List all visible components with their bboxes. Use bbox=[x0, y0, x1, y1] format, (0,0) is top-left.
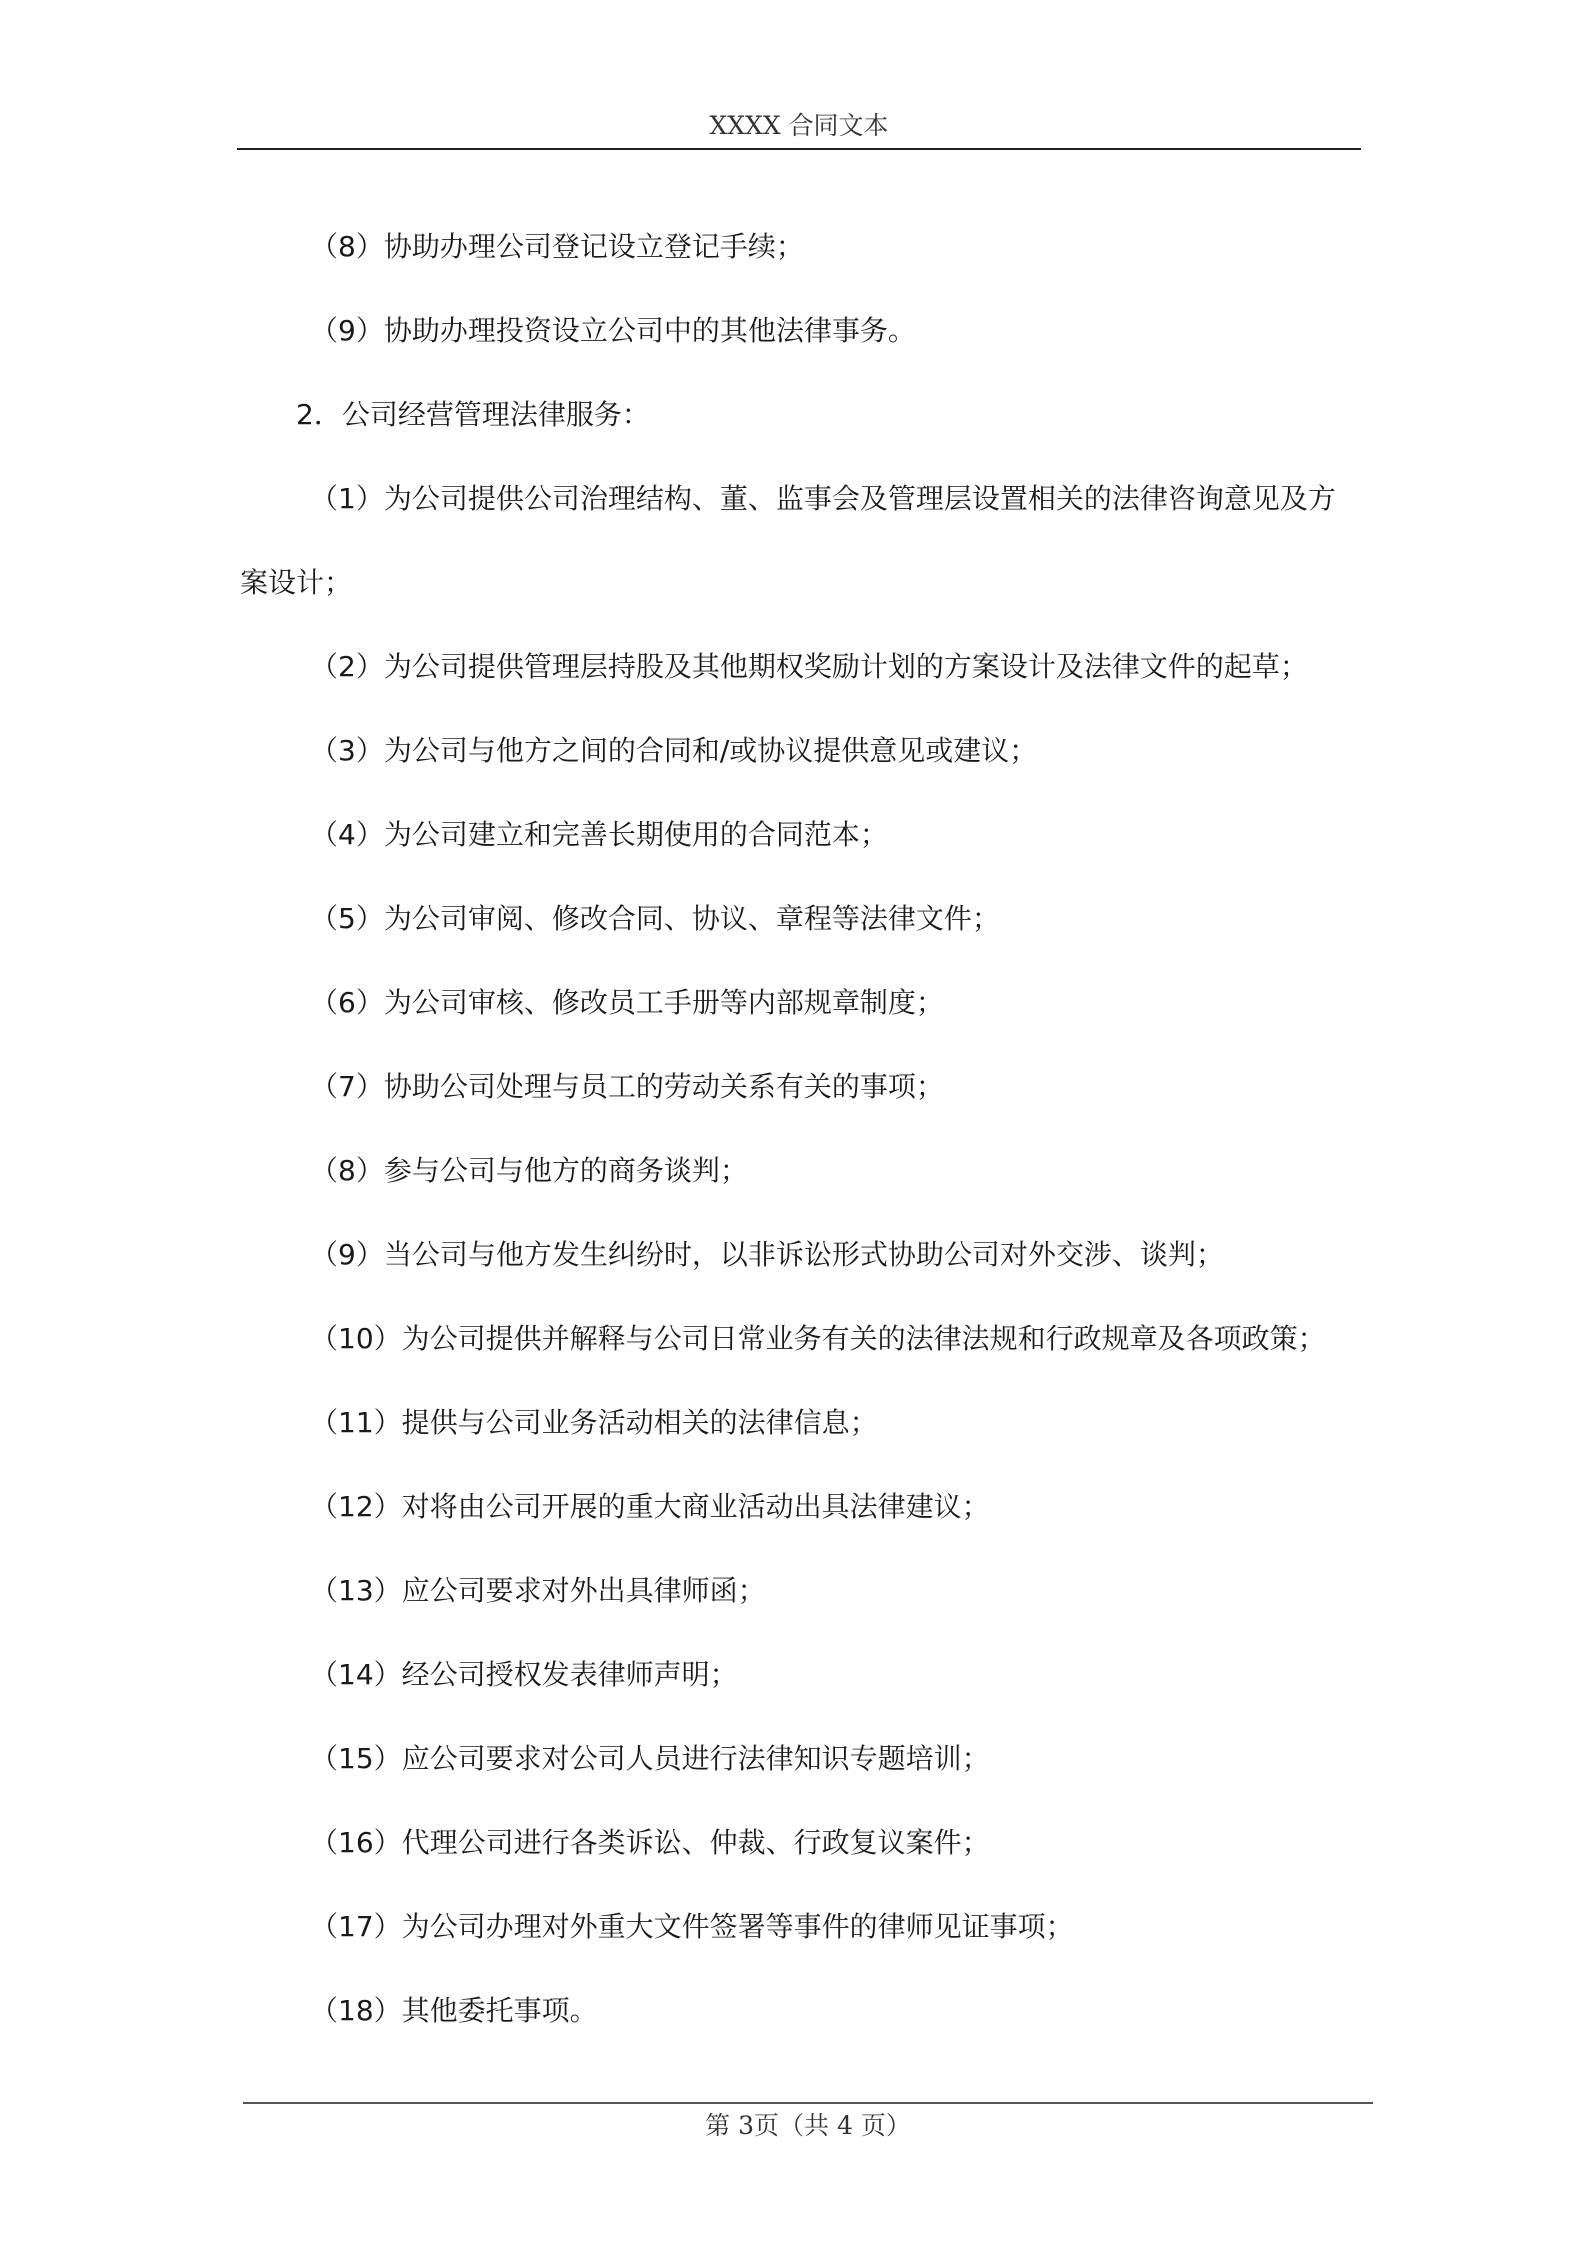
list-item: （1）为公司提供公司治理结构、董、监事会及管理层设置相关的法律咨询意见及方案设计； bbox=[240, 482, 1336, 599]
page-footer bbox=[243, 2102, 1373, 2148]
list-item: （2）为公司提供管理层持股及其他期权奖励计划的方案设计及法律文件的起草； bbox=[310, 650, 1308, 683]
list-item: （18）其他委托事项。 bbox=[310, 1994, 598, 2027]
list-item: （8）参与公司与他方的商务谈判； bbox=[310, 1154, 748, 1187]
list-item: （5）为公司审阅、修改合同、协议、章程等法律文件； bbox=[310, 902, 1000, 935]
list-item: （8）协助办理公司登记设立登记手续； bbox=[310, 230, 804, 263]
list-item: （12）对将由公司开展的重大商业活动出具法律建议； bbox=[310, 1490, 990, 1523]
list-item: （4）为公司建立和完善长期使用的合同范本； bbox=[310, 818, 888, 851]
list-item: （11）提供与公司业务活动相关的法律信息； bbox=[310, 1406, 878, 1439]
header-title: XXXX 合同文本 bbox=[709, 111, 889, 140]
document-body bbox=[240, 205, 1360, 2053]
list-item: （14）经公司授权发表律师声明； bbox=[310, 1658, 738, 1691]
list-item: （6）为公司审核、修改员工手册等内部规章制度； bbox=[310, 986, 944, 1019]
page-header bbox=[237, 108, 1361, 150]
list-item: （7）协助公司处理与员工的劳动关系有关的事项； bbox=[310, 1070, 944, 1103]
list-item: （13）应公司要求对外出具律师函； bbox=[310, 1574, 766, 1607]
list-item: （10）为公司提供并解释与公司日常业务有关的法律法规和行政规章及各项政策； bbox=[310, 1322, 1326, 1355]
section-heading: 2．公司经营管理法律服务： bbox=[296, 398, 650, 431]
list-item: （3）为公司与他方之间的合同和/或协议提供意见或建议； bbox=[310, 734, 1038, 767]
list-item: （17）为公司办理对外重大文件签署等事件的律师见证事项； bbox=[310, 1910, 1074, 1943]
list-item: （9）当公司与他方发生纠纷时，以非诉讼形式协助公司对外交涉、谈判； bbox=[310, 1238, 1224, 1271]
list-item: （15）应公司要求对公司人员进行法律知识专题培训； bbox=[310, 1742, 990, 1775]
list-item: （16）代理公司进行各类诉讼、仲裁、行政复议案件； bbox=[310, 1826, 990, 1859]
list-item: （9）协助办理投资设立公司中的其他法律事务。 bbox=[310, 314, 916, 347]
page-number: 第 3页（共 4 页） bbox=[705, 2111, 911, 2140]
